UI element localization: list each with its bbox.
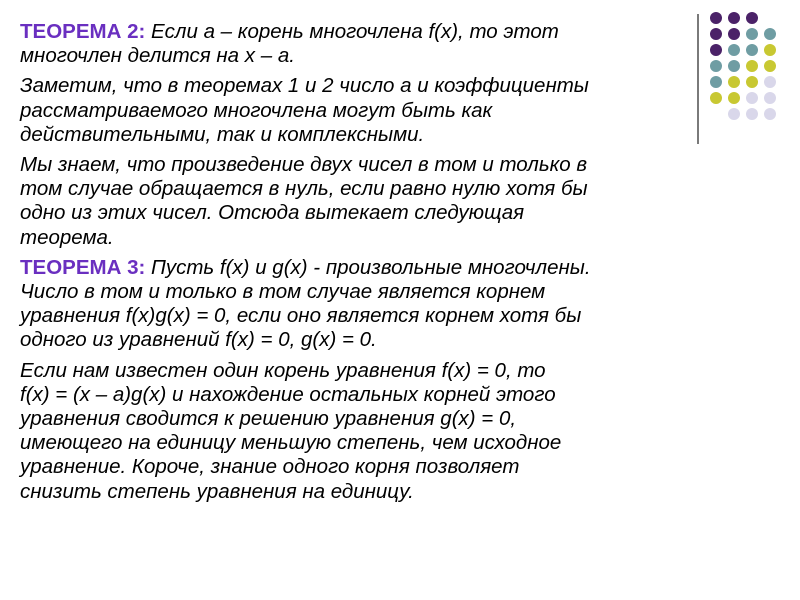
- text-line: снизить степень уравнения на единицу.: [20, 479, 414, 503]
- text-line: ТЕОРЕМА 3: Пусть f(x) и g(x) - произвольные многочлены.: [20, 255, 591, 279]
- text-line: одно из этих чисел. Отсюда вытекает следующая: [20, 201, 525, 225]
- slide-text: [20, 20, 780, 510]
- text-line: Мы знаем, что произведение двух чисел в том и только в: [20, 153, 588, 177]
- known-root-paragraph: [20, 359, 780, 504]
- text-line: уравнения сводится к решению уравнения g(x) = 0,: [20, 407, 517, 431]
- text-line: уравнения f(x)g(x) = 0, если оно является корнем хотя бы: [20, 304, 582, 328]
- text-line: Если нам известен один корень уравнения f(x) = 0, то: [20, 358, 546, 382]
- text-line: рассматриваемого многочлена могут быть как: [20, 98, 493, 122]
- text-line: одного из уравнений f(x) = 0, g(x) = 0.: [20, 328, 377, 352]
- theorem-label: ТЕОРЕМА 2:: [20, 20, 146, 43]
- text-line: имеющего на единицу меньшую степень, чем исходное: [20, 431, 562, 455]
- product-zero-paragraph: [20, 153, 780, 250]
- theorem-3-paragraph: [20, 256, 780, 353]
- text-line: многочлен делится на x – a.: [20, 44, 295, 68]
- text-line: действительными, так и комплексными.: [20, 122, 425, 146]
- text-line: ТЕОРЕМА 2: Если a – корень многочлена f(x), то этот: [20, 20, 559, 43]
- text-line: f(x) = (x – a)g(x) и нахождение остальных корней этого: [20, 382, 556, 406]
- theorem-2-paragraph: [20, 20, 780, 68]
- text-line: теорема.: [20, 225, 114, 249]
- remark-paragraph: [20, 74, 780, 147]
- text-line: Число в том и только в том случае является корнем: [20, 280, 546, 304]
- text-line: Заметим, что в теоремах 1 и 2 число a и коэффициенты: [20, 74, 589, 98]
- text-line: том случае обращается в нуль, если равно нулю хотя бы: [20, 177, 588, 201]
- text-line: уравнение. Короче, знание одного корня позволяет: [20, 455, 520, 479]
- theorem-label: ТЕОРЕМА 3:: [20, 255, 146, 279]
